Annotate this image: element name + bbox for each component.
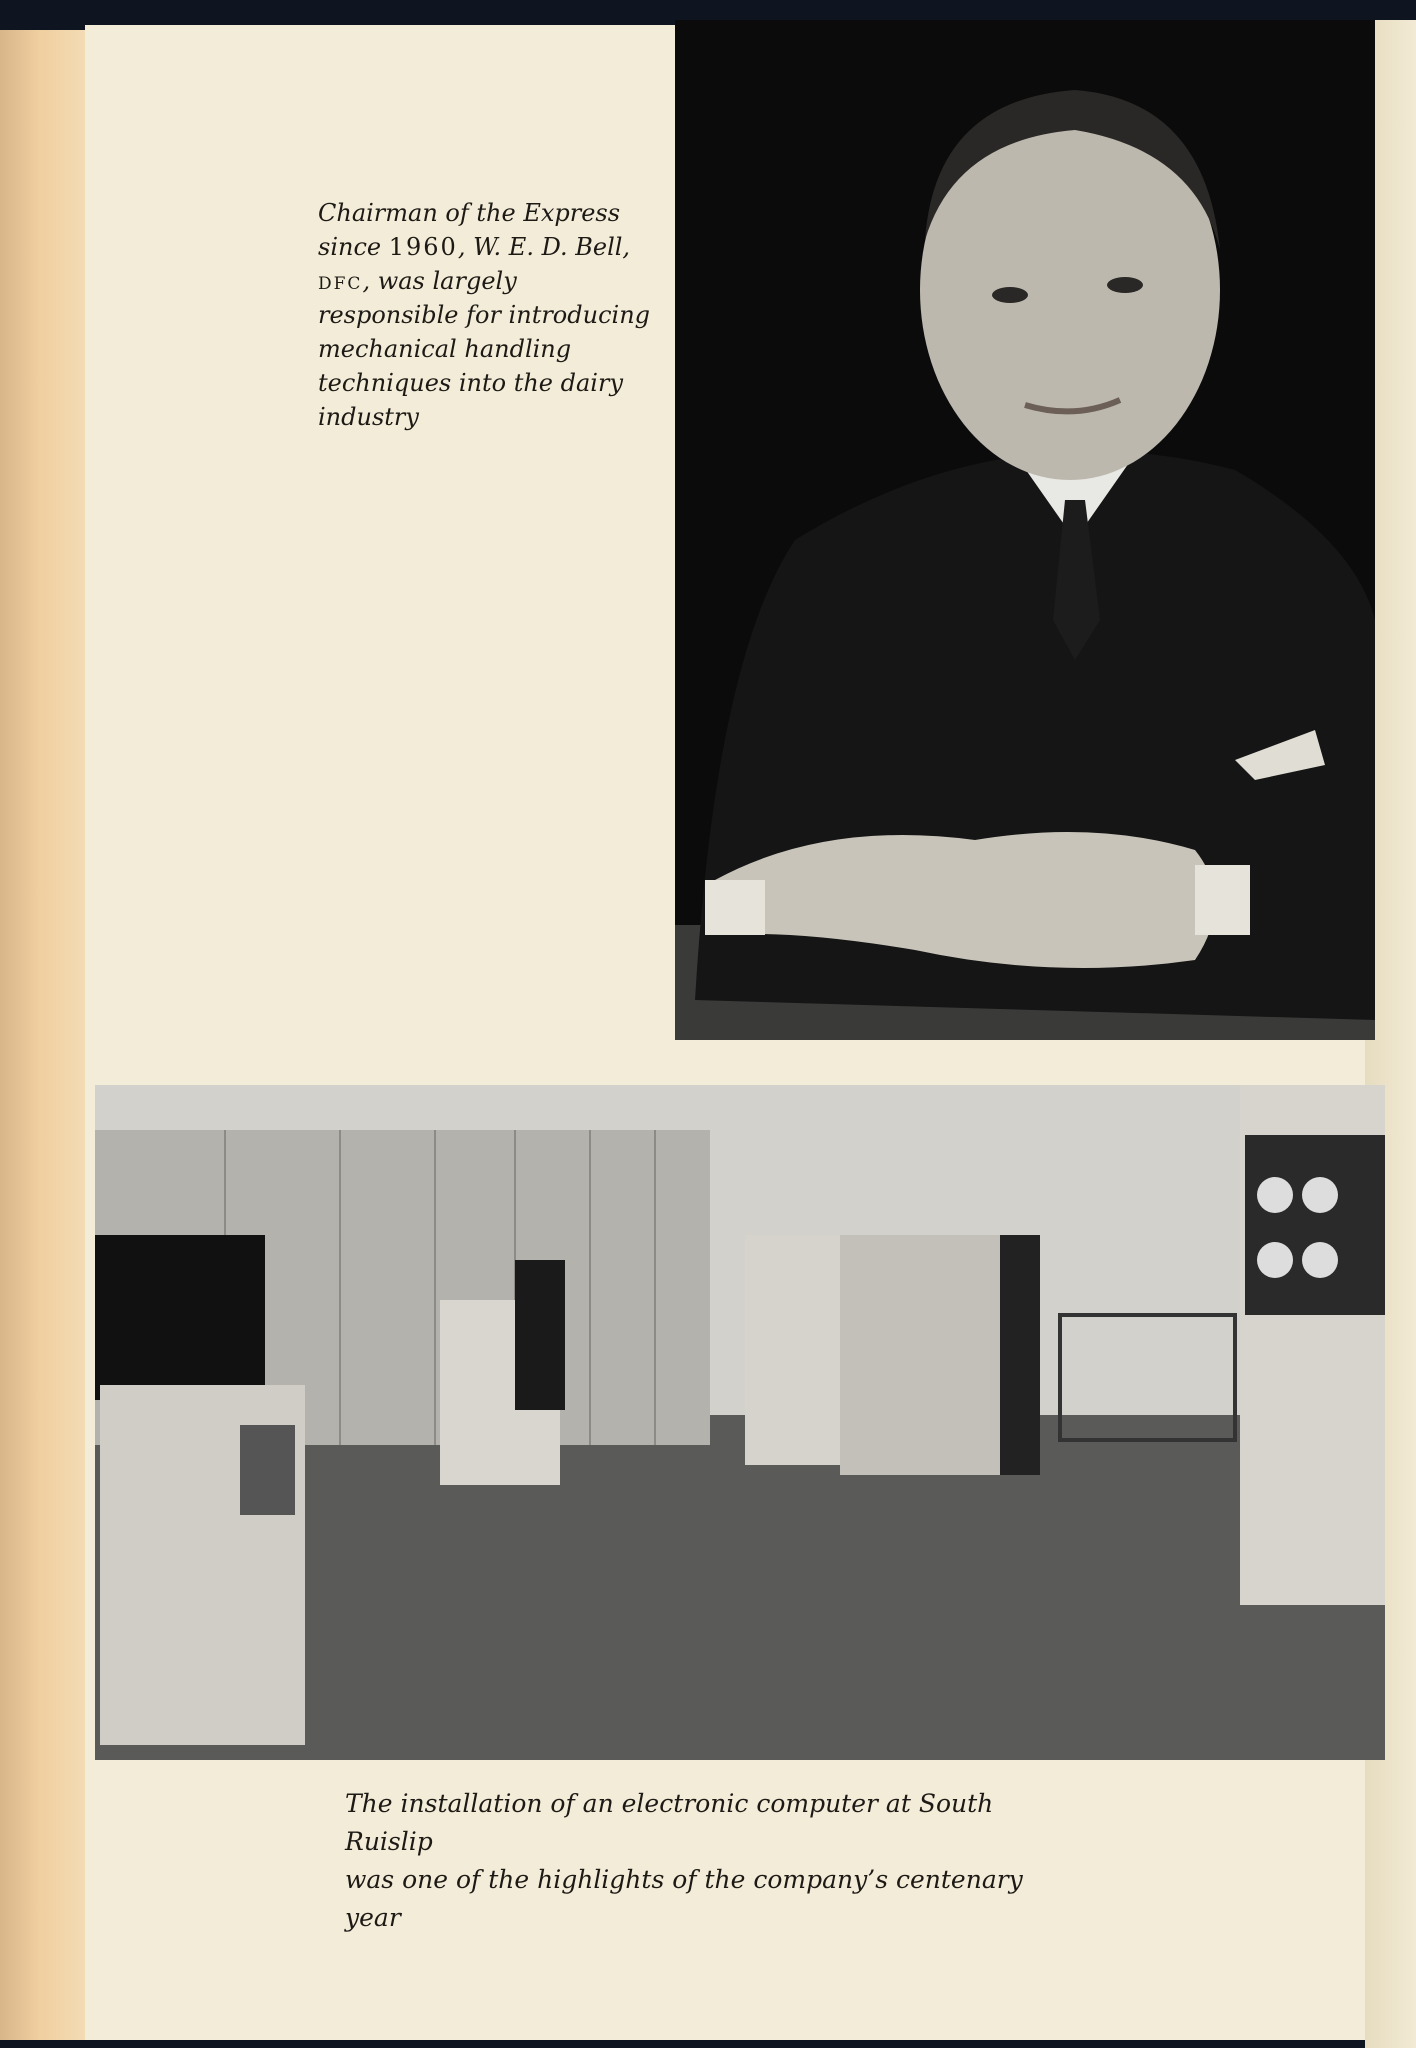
caption-line: industry bbox=[318, 403, 419, 431]
caption-honour: dfc bbox=[318, 267, 363, 295]
caption-line: Chairman of the Express bbox=[318, 199, 621, 227]
caption-line: was one of the highlights of the company’s centenary year bbox=[345, 1865, 1023, 1932]
portrait-photo bbox=[675, 20, 1375, 1040]
caption-line: , was largely bbox=[362, 267, 517, 295]
computer-caption bbox=[345, 1785, 1065, 1937]
caption-line: mechanical handling bbox=[318, 335, 572, 363]
portrait-caption bbox=[318, 196, 658, 434]
caption-line: The installation of an electronic computer at South Ruislip bbox=[345, 1789, 994, 1856]
computer-installation-photo bbox=[95, 1085, 1385, 1760]
caption-year: 1960 bbox=[388, 233, 458, 261]
caption-line: , W. E. D. Bell, bbox=[457, 233, 631, 261]
caption-line: responsible for introducing bbox=[318, 301, 651, 329]
caption-line: since bbox=[318, 233, 389, 261]
caption-line: techniques into the dairy bbox=[318, 369, 624, 397]
